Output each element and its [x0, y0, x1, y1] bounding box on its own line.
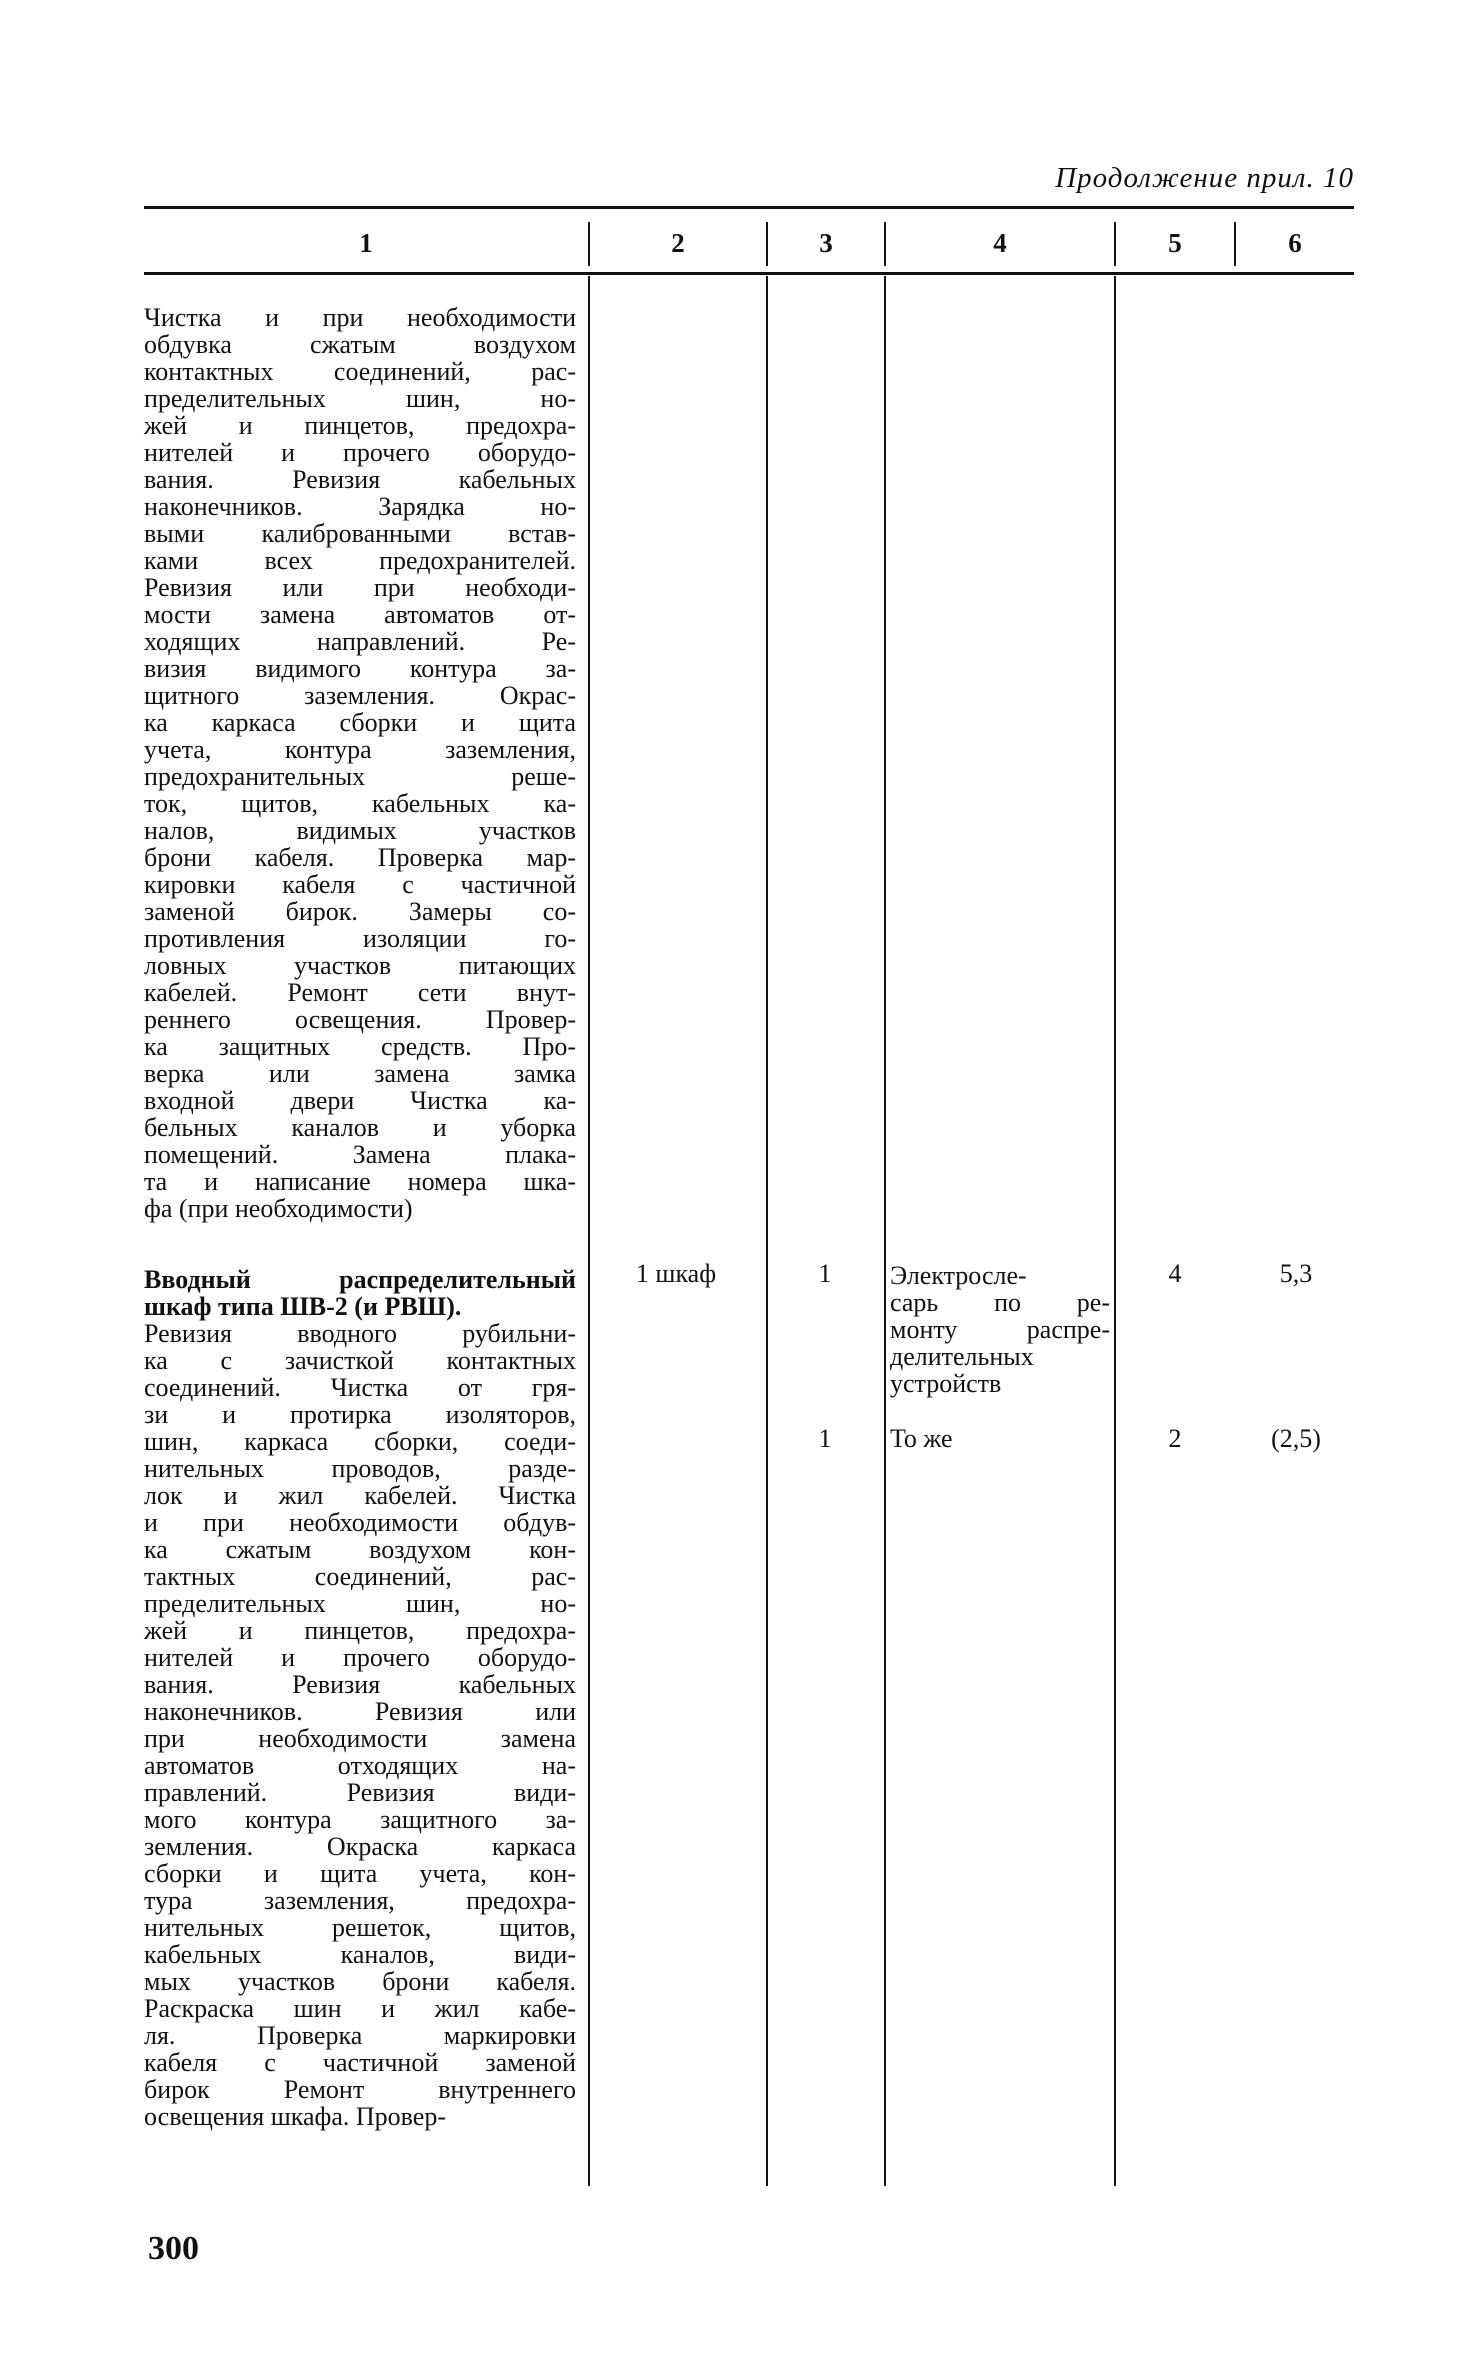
text-line: наконечников. Ревизия или	[144, 1697, 576, 1726]
text-line: ля. Проверка маркировки	[144, 2021, 576, 2050]
block2-description	[144, 1266, 576, 2130]
text-line: фа (при необходимости)	[144, 1194, 413, 1223]
text-line: кировки кабеля с частичной	[144, 870, 576, 899]
row1-count: 1	[818, 1259, 832, 1288]
text-line: обдувка сжатым воздухом	[144, 330, 576, 359]
text-line: земления. Окраска каркаса	[144, 1832, 576, 1861]
performer-line: устройств	[890, 1369, 1002, 1398]
column-header-1: 1	[359, 228, 373, 258]
row2-grade: 2	[1168, 1424, 1182, 1453]
text-line: кабельных каналов, види-	[144, 1940, 576, 1969]
text-line: мости замена автоматов от-	[144, 600, 576, 629]
text-line: предохранительных реше-	[144, 762, 576, 791]
text-line: пределительных шин, но-	[144, 384, 576, 413]
text-line: ловных участков питающих	[144, 951, 576, 980]
running-head: Продолжение прил. 10	[1055, 162, 1354, 194]
text-line: лок и жил кабелей. Чистка	[144, 1481, 576, 1510]
text-line: Чистка и при необходимости	[144, 303, 576, 332]
text-line: ток, щитов, кабельных ка-	[144, 789, 576, 818]
text-line: сборки и щита учета, кон-	[144, 1859, 576, 1888]
body-separator-2	[766, 276, 768, 2186]
text-line: ка сжатым воздухом кон-	[144, 1535, 576, 1564]
row2-count: 1	[818, 1424, 832, 1453]
block2-heading-line: Вводный распределительный	[144, 1265, 576, 1294]
row1-performer	[890, 1262, 1110, 1397]
text-line: входной двери Чистка ка-	[144, 1086, 576, 1115]
text-line: мого контура защитного за-	[144, 1805, 576, 1834]
column-header-5: 5	[1168, 228, 1182, 258]
body-separator-3	[884, 276, 886, 2186]
column-header-4: 4	[993, 228, 1007, 258]
text-line: ходящих направлений. Ре-	[144, 627, 576, 656]
page-number: 300	[148, 2230, 199, 2267]
text-line: освещения шкафа. Провер-	[144, 2102, 446, 2131]
row2-performer: То же	[890, 1424, 953, 1453]
text-line: выми калиброванными встав-	[144, 519, 576, 548]
text-line: контактных соединений, рас-	[144, 357, 576, 386]
text-line: заменой бирок. Замеры со-	[144, 897, 576, 926]
text-line: мых участков брони кабеля.	[144, 1967, 576, 1996]
text-line: реннего освещения. Провер-	[144, 1005, 576, 1034]
text-line: щитного заземления. Окрас-	[144, 681, 576, 710]
body-separator-4	[1114, 276, 1116, 2186]
text-line: нительных решеток, щитов,	[144, 1913, 576, 1942]
table-header-rule	[144, 272, 1354, 275]
table-top-rule	[144, 206, 1354, 209]
row2-norm: (2,5)	[1271, 1424, 1321, 1453]
text-line: вания. Ревизия кабельных	[144, 1670, 576, 1699]
performer-line: делительных	[890, 1342, 1034, 1371]
text-line: тактных соединений, рас-	[144, 1562, 576, 1591]
text-line: при необходимости замена	[144, 1724, 576, 1753]
text-line: ка защитных средств. Про-	[144, 1032, 576, 1061]
text-line: верка или замена замка	[144, 1059, 576, 1088]
text-line: противления изоляции го-	[144, 924, 576, 953]
text-line: та и написание номера шка-	[144, 1167, 576, 1196]
text-line: жей и пинцетов, предохра-	[144, 411, 576, 440]
text-line: зи и протирка изоляторов,	[144, 1400, 576, 1429]
column-header-6: 6	[1288, 228, 1302, 258]
body-separator-1	[588, 276, 590, 2186]
text-line: и при необходимости обдув-	[144, 1508, 576, 1537]
text-line: вания. Ревизия кабельных	[144, 465, 576, 494]
row1-quantity: 1 шкаф	[635, 1259, 717, 1288]
text-line: тура заземления, предохра-	[144, 1886, 576, 1915]
column-header-3: 3	[819, 228, 833, 258]
text-line: нительных проводов, разде-	[144, 1454, 576, 1483]
text-line: соединений. Чистка от гря-	[144, 1373, 576, 1402]
column-header-2: 2	[671, 228, 685, 258]
text-line: шин, каркаса сборки, соеди-	[144, 1427, 576, 1456]
performer-line: сарь по ре-	[890, 1288, 1110, 1317]
text-line: налов, видимых участков	[144, 816, 576, 845]
text-line: визия видимого контура за-	[144, 654, 576, 683]
text-line: учета, контура заземления,	[144, 735, 576, 764]
block2-heading-line: шкаф типа ШВ-2 (и РВШ).	[144, 1292, 462, 1321]
text-line: Ревизия вводного рубильни-	[144, 1319, 576, 1348]
text-line: автоматов отходящих на-	[144, 1751, 576, 1780]
text-line: ка каркаса сборки и щита	[144, 708, 576, 737]
text-line: ка с зачисткой контактных	[144, 1346, 576, 1375]
text-line: бирок Ремонт внутреннего	[144, 2075, 576, 2104]
text-line: кабеля с частичной заменой	[144, 2048, 576, 2077]
text-line: нителей и прочего оборудо-	[144, 1643, 576, 1672]
text-line: ками всех предохранителей.	[144, 546, 576, 575]
row1-grade: 4	[1168, 1259, 1182, 1288]
text-line: бельных каналов и уборка	[144, 1113, 576, 1142]
performer-line: монту распре-	[890, 1315, 1110, 1344]
text-line: пределительных шин, но-	[144, 1589, 576, 1618]
text-line: жей и пинцетов, предохра-	[144, 1616, 576, 1645]
text-line: брони кабеля. Проверка мар-	[144, 843, 576, 872]
text-line: кабелей. Ремонт сети внут-	[144, 978, 576, 1007]
text-line: помещений. Замена плака-	[144, 1140, 576, 1169]
text-line: правлений. Ревизия види-	[144, 1778, 576, 1807]
block1-description	[144, 304, 576, 1222]
performer-line: Электросле-	[890, 1261, 1027, 1290]
row1-norm: 5,3	[1279, 1259, 1313, 1288]
text-line: Раскраска шин и жил кабе-	[144, 1994, 576, 2023]
text-line: Ревизия или при необходи-	[144, 573, 576, 602]
text-line: наконечников. Зарядка но-	[144, 492, 576, 521]
text-line: нителей и прочего оборудо-	[144, 438, 576, 467]
